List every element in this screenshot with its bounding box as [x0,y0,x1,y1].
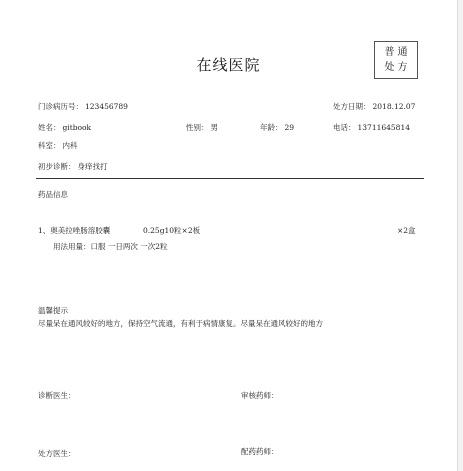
prescribing-doctor-label: 处方医生： [38,449,76,458]
diagnosis-label: 初步诊断： [38,162,76,171]
prescription-date-value: 2018.12.07 [372,102,416,111]
prescription-type-line-1: 普通 [384,47,411,58]
gender-field [186,122,218,133]
outpatient-number-value: 123456789 [85,102,128,111]
prescription-date-label: 处方日期： [333,102,371,111]
prescription-type-line-2: 处方 [384,62,411,73]
department-label: 科室： [38,141,61,150]
drug-usage: 用法用量：口服 一日两次 一次2粒 [53,242,168,251]
diagnosis-value: 身痒找打 [77,162,108,171]
drug-section-title: 药品信息 [38,190,68,199]
reviewing-pharmacist-label: 审核药师： [241,391,279,400]
dispensing-pharmacist-label: 配药药师： [241,447,279,456]
diagnosing-doctor-label: 诊断医生： [38,391,76,400]
department-value: 内科 [62,141,78,150]
phone-value: 13711645814 [357,123,410,132]
header-divider [36,178,424,179]
patient-name-value: gitbook [62,123,92,132]
patient-name-label: 姓名： [38,123,61,132]
gender-value: 男 [210,123,218,132]
age-label: 年龄： [260,123,283,132]
drug-spec: 0.25g10粒×2板 [143,226,201,235]
diagnosis-field [38,161,108,172]
age-field [260,122,294,133]
tips-title: 温馨提示 [38,306,68,315]
hospital-title: 在线医院 [196,56,261,74]
phone-field [333,122,410,133]
gender-label: 性别： [186,123,209,132]
phone-label: 电话： [333,123,356,132]
drug-quantity: ×2盒 [397,226,416,235]
prescription-date-field [333,101,415,112]
patient-name-field [38,122,91,133]
tips-text: 尽量呆在通风较好的地方，保持空气流通，有利于病情康复。尽量呆在通风较好的地方 [38,319,323,328]
department-field [38,140,78,151]
prescription-type-box [374,41,418,79]
outpatient-number-field [38,101,128,112]
page-edge [457,0,463,471]
outpatient-number-label: 门诊病历号： [38,102,83,111]
age-value: 29 [284,123,295,132]
drug-name: 1、奥美拉唑肠溶胶囊 [38,226,111,235]
